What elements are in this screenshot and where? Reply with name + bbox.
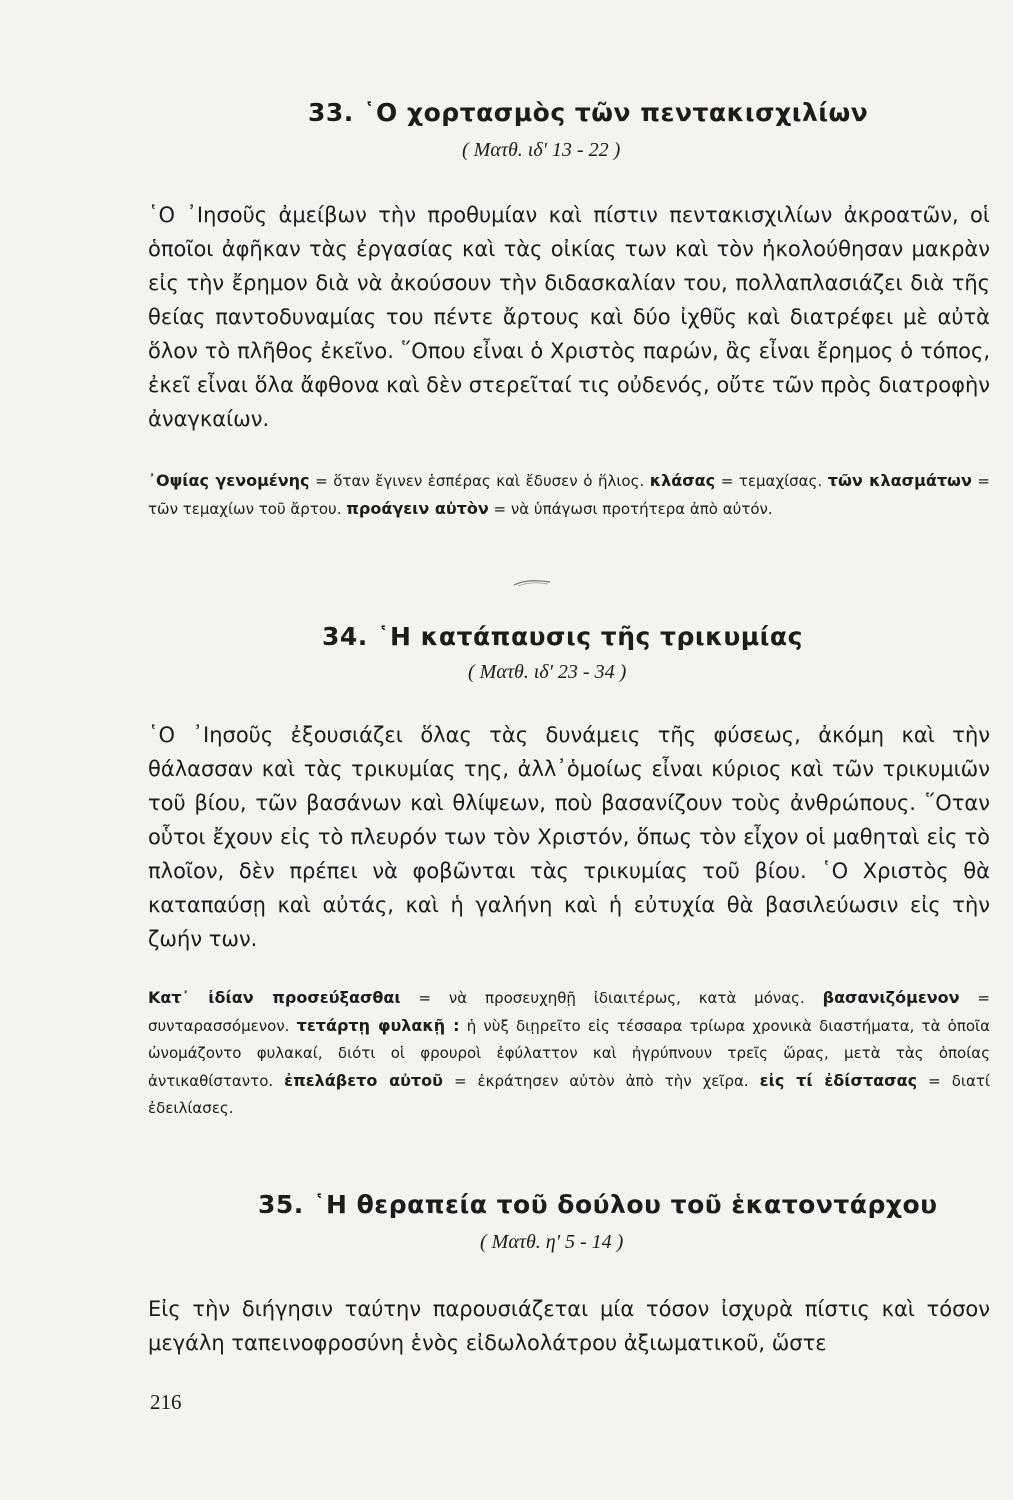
note-gloss: = τεμαχίσας. bbox=[720, 472, 823, 490]
note-gloss: = ὅταν ἔγινεν ἑσπέρας καὶ ἔδυσεν ὁ ἥλιος. bbox=[315, 472, 645, 490]
note-gloss: ἡ νὺξ διῃρεῖτο εἰς τέσσαρα τρίωρα χρονικὰ διαστήματα, τὰ ὁποῖα ὠνομάζοντο φυλακαί, διότι οἱ φρουροὶ ἐφύλαττον καὶ ἠγρύπνουν τρεῖς ὥρας, μετὰ τὰς ὁποίας ἀντικαθίσταντο. bbox=[148, 1017, 990, 1090]
note-gloss: = νὰ ὑπάγωσι προτήτερα ἀπὸ αὐτόν. bbox=[493, 500, 773, 518]
note-term: εἰς τί ἐδίστασας bbox=[759, 1071, 918, 1090]
note-term: Κατ᾿ ἰδίαν προσεύξασθαι bbox=[148, 988, 401, 1007]
page-number: 216 bbox=[150, 1390, 182, 1414]
note-term: βασανιζόμενον bbox=[822, 988, 960, 1007]
note-term: ἐπελάβετο αὐτοῦ bbox=[284, 1071, 443, 1090]
note-gloss: = τῶν τεμαχίων τοῦ ἄρτου. bbox=[148, 472, 990, 518]
divider-ornament bbox=[512, 578, 552, 588]
section-33-heading bbox=[190, 98, 995, 162]
scripture-reference: ( Ματθ. η' 5 - 14 ) bbox=[480, 1231, 624, 1253]
note-gloss: = νὰ προσευχηθῇ ἰδιαιτέρως, κατὰ μόνας. bbox=[418, 989, 805, 1007]
section-34-notes bbox=[148, 984, 990, 1122]
scripture-reference: ( Ματθ. ιδ' 23 - 34 ) bbox=[468, 661, 627, 683]
note-term: ᾿Οψίας γενομένης bbox=[148, 471, 310, 490]
section-34-paragraph: ῾Ο ᾿Ιησοῦς ἐξουσιάζει ὅλας τὰς δυνάμεις τῆς φύσεως, ἀκόμη καὶ τὴν θάλασσαν καὶ τὰς τρικυμίας της, ἀλλ᾿ὁμοίως εἶναι κύριος καὶ τῶν τρικυμιῶν τοῦ βίου, τῶν βασάνων καὶ θλίψεων, ποὺ βασανίζουν τοὺς ἀνθρώπους. ῞Οταν οὗτοι ἔχουν εἰς τὸ πλευρόν των τὸν Χριστόν, ὅπως τὸν εἶχον οἱ μαθηταὶ εἰς τὸ πλοῖον, δὲν πρέπει νὰ φοβῶνται τὰς τρικυμίας τοῦ βίου. ῾Ο Χριστὸς θὰ καταπαύσῃ καὶ αὐτάς, καὶ ἡ γαλήνη καὶ ἡ εὐτυχία θὰ βασιλεύωσιν εἰς τὴν ζωήν των. bbox=[148, 723, 990, 951]
section-35-heading bbox=[190, 1190, 995, 1254]
note-term: τετάρτῃ φυλακῇ : bbox=[296, 1016, 460, 1035]
section-33-notes bbox=[148, 467, 990, 523]
section-title: 33. ῾Ο χορτασμὸς τῶν πεντακισχιλίων bbox=[308, 98, 869, 127]
scripture-reference: ( Ματθ. ιδ' 13 - 22 ) bbox=[462, 139, 621, 161]
note-gloss: = ἐκράτησεν αὐτὸν ἀπὸ τὴν χεῖρα. bbox=[453, 1072, 749, 1090]
note-term: τῶν κλασμάτων bbox=[827, 471, 972, 490]
note-term: προάγειν αὐτὸν bbox=[346, 499, 489, 518]
section-35-paragraph: Εἰς τὴν διήγησιν ταύτην παρουσιάζεται μία τόσον ἰσχυρὰ πίστις καὶ τόσον μεγάλη ταπεινοφροσύνη ἑνὸς εἰδωλολάτρου ἀξιωματικοῦ, ὥστε bbox=[148, 1297, 990, 1355]
section-33-paragraph: ῾Ο ᾿Ιησοῦς ἀμείβων τὴν προθυμίαν καὶ πίστιν πεντακισχιλίων ἀκροατῶν, οἱ ὁποῖοι ἀφῆκαν τὰς ἐργασίας καὶ τὰς οἰκίας των καὶ τὸν ἠκολούθησαν μακρὰν εἰς τὴν ἔρημον διὰ νὰ ἀκούσουν τὴν διδασκαλίαν του, πολλαπλασιάζει διὰ τῆς θείας παντοδυναμίας του πέντε ἄρτους καὶ δύο ἰχθῦς καὶ διατρέφει μὲ αὐτὰ ὅλον τὸ πλῆθος ἐκεῖνο. ῞Οπου εἶναι ὁ Χριστὸς παρών, ἂς εἶναι ἔρημος ὁ τόπος, ἐκεῖ εἶναι ὅλα ἄφθονα καὶ δὲν στερεῖταί τις οὐδενός, οὔτε τῶν πρὸς διατροφὴν ἀναγκαίων. bbox=[148, 203, 990, 431]
section-34-heading bbox=[190, 622, 995, 684]
section-title: 35. ῾Η θεραπεία τοῦ δούλου τοῦ ἑκατοντάρχου bbox=[258, 1190, 938, 1219]
note-gloss: = διατί ἐδειλίασες. bbox=[148, 1072, 990, 1117]
section-title: 34. ῾Η κατάπαυσις τῆς τρικυμίας bbox=[322, 622, 803, 651]
note-gloss: = συνταρασσόμενον. bbox=[148, 989, 990, 1035]
note-term: κλάσας bbox=[649, 471, 716, 490]
